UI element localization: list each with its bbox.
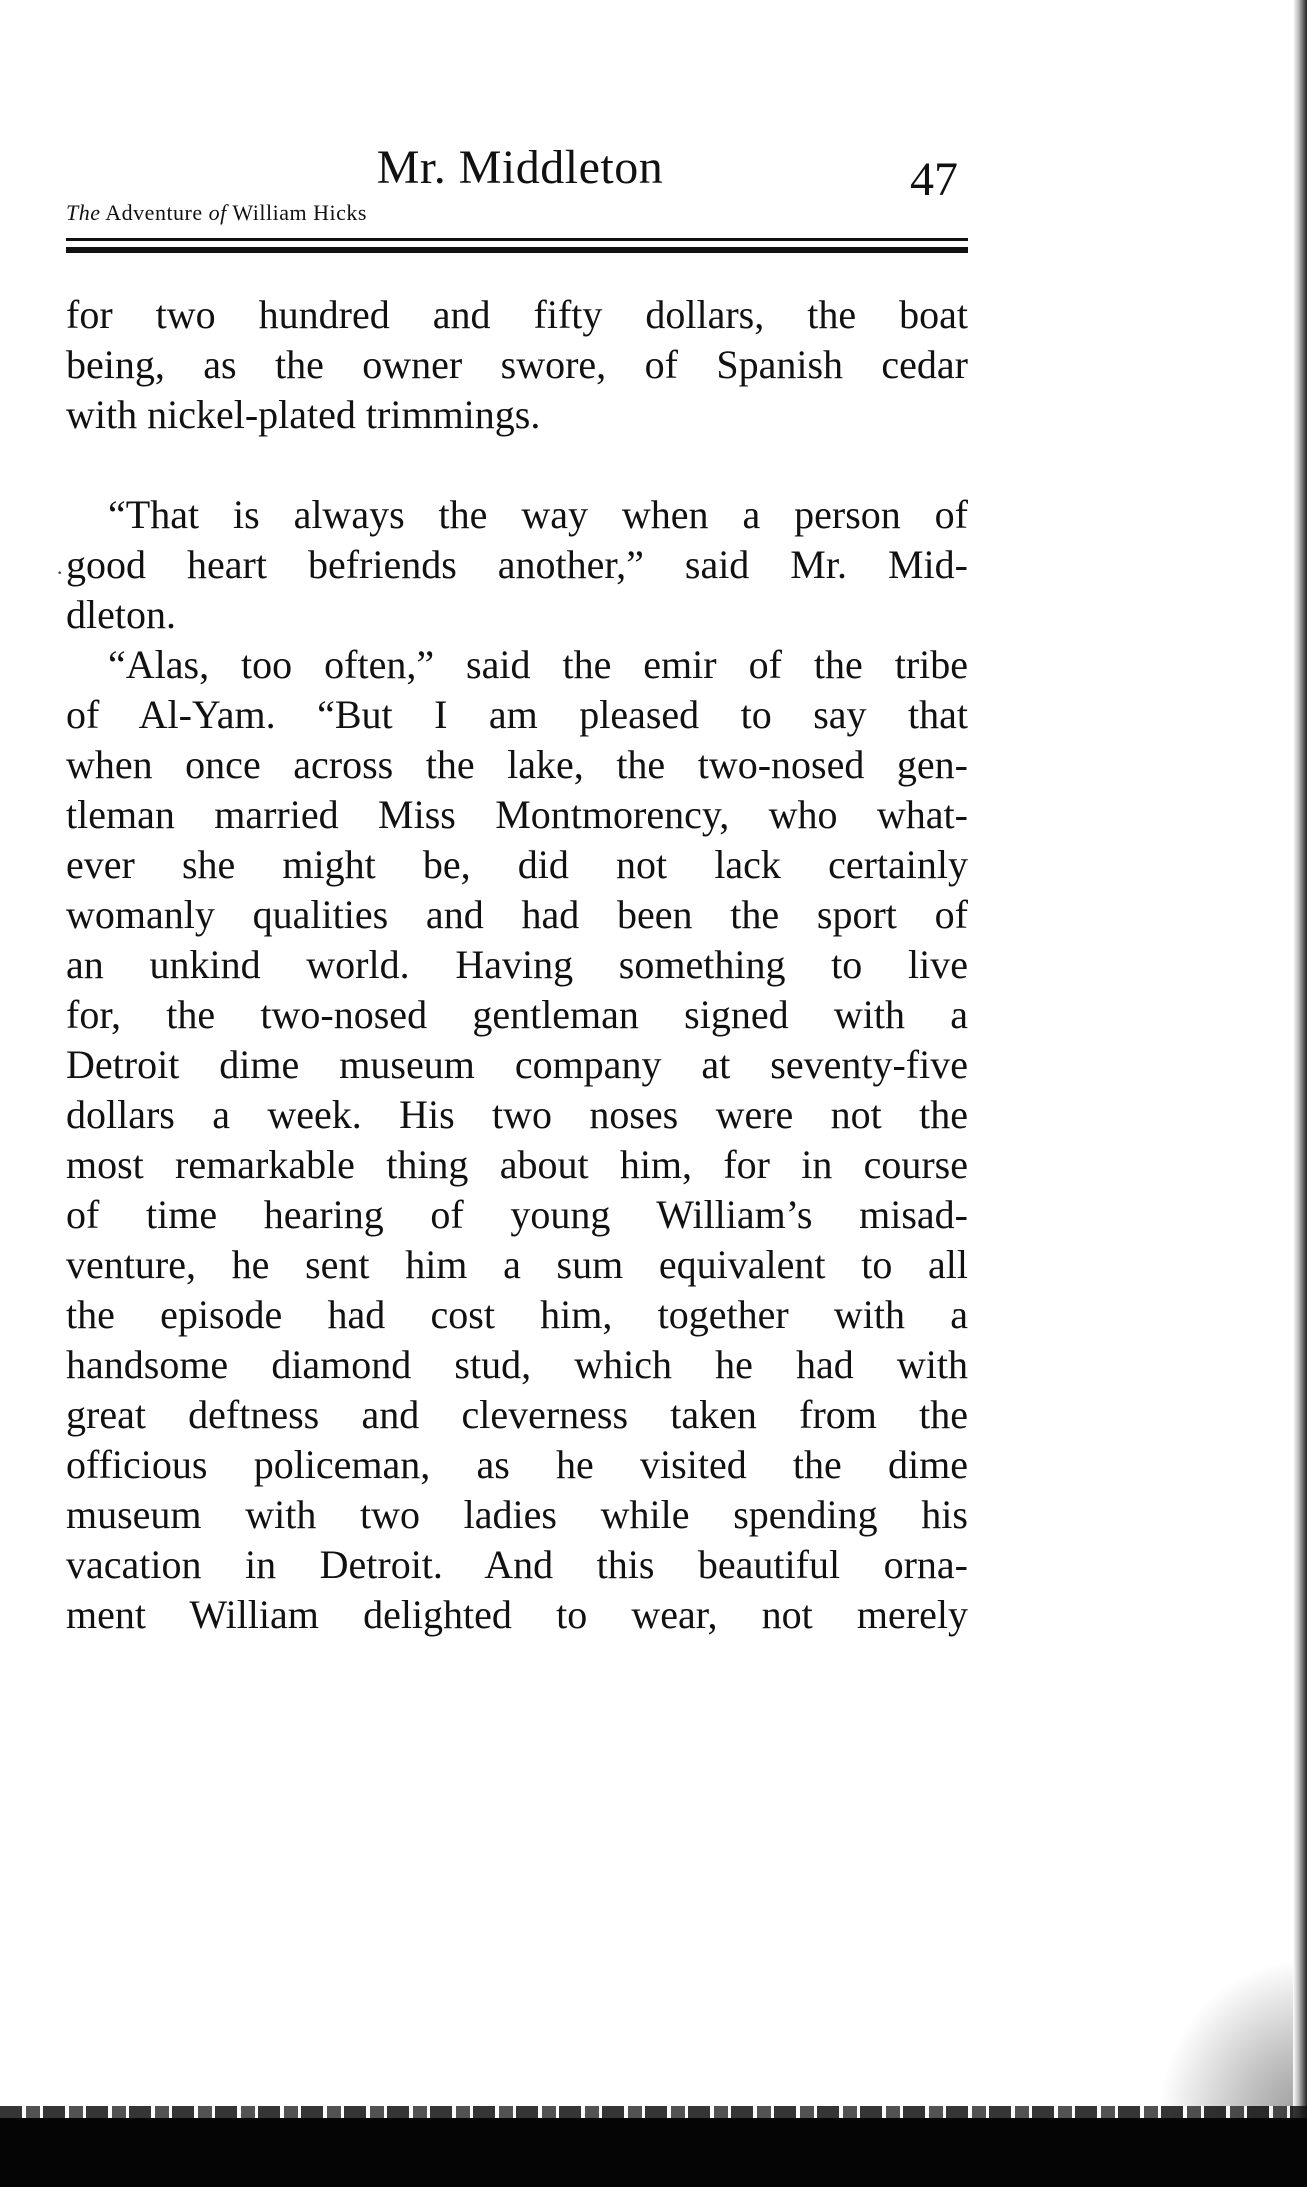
page-corner-shadow <box>1157 1958 1307 2118</box>
series-title-of: of <box>208 200 227 225</box>
text-line: with nickel-plated trimmings. <box>66 392 541 437</box>
text-line: most remarkable thing about him, for in course <box>66 1142 968 1187</box>
scan-bottom-band <box>0 2118 1307 2187</box>
text-line: being, as the owner swore, of Spanish cedar <box>66 342 968 387</box>
body-text <box>66 290 968 1640</box>
text-line: ment William delighted to wear, not merely <box>66 1592 968 1637</box>
paragraph-1 <box>66 290 968 440</box>
text-line: for, the two-nosed gentleman signed with a <box>66 992 968 1037</box>
text-line: great deftness and cleverness taken from the <box>66 1392 968 1437</box>
margin-dot: · <box>56 560 64 585</box>
text-line: dollars a week. His two noses were not the <box>66 1092 968 1137</box>
text-line: Detroit dime museum company at seventy-five <box>66 1042 968 1087</box>
text-line: officious policeman, as he visited the dime <box>66 1442 968 1487</box>
text-line: when once across the lake, the two-nosed gen- <box>66 742 968 787</box>
header-rule-thin <box>66 238 968 241</box>
header-rule-thick <box>66 247 968 253</box>
text-line: tleman married Miss Montmorency, who what- <box>66 792 968 837</box>
series-title <box>66 200 367 226</box>
text-line: good heart befriends another,” said Mr. Mid- <box>66 542 968 587</box>
text-line: ever she might be, did not lack certainly <box>66 842 968 887</box>
text-line: vacation in Detroit. And this beautiful orna- <box>66 1542 968 1587</box>
page-edge-shadow <box>1293 0 1307 2187</box>
text-line: of Al-Yam. “But I am pleased to say that <box>66 692 968 737</box>
text-line: of time hearing of young William’s misad- <box>66 1192 968 1237</box>
paragraph-spacer <box>66 440 968 490</box>
page-number: 47 <box>910 153 958 206</box>
running-title: Mr. Middleton <box>376 141 664 194</box>
text-line: an unkind world. Having something to live <box>66 942 968 987</box>
text-line: handsome diamond stud, which he had with <box>66 1342 968 1387</box>
text-line: for two hundred and fifty dollars, the boat <box>66 292 968 337</box>
text-line: womanly qualities and had been the sport of <box>66 892 968 937</box>
text-line: the episode had cost him, together with a <box>66 1292 968 1337</box>
series-title-name: William Hicks <box>232 200 367 225</box>
text-line: dleton. <box>66 592 176 637</box>
series-title-the: The <box>66 200 101 225</box>
text-line: “That is always the way when a person of <box>108 492 968 537</box>
series-title-adventure: Adventure <box>105 200 203 225</box>
text-line: museum with two ladies while spending his <box>66 1492 968 1537</box>
paragraph-3 <box>66 640 968 1640</box>
text-line: venture, he sent him a sum equivalent to all <box>66 1242 968 1287</box>
paragraph-2 <box>66 490 968 640</box>
text-line: “Alas, too often,” said the emir of the tribe <box>108 642 968 687</box>
